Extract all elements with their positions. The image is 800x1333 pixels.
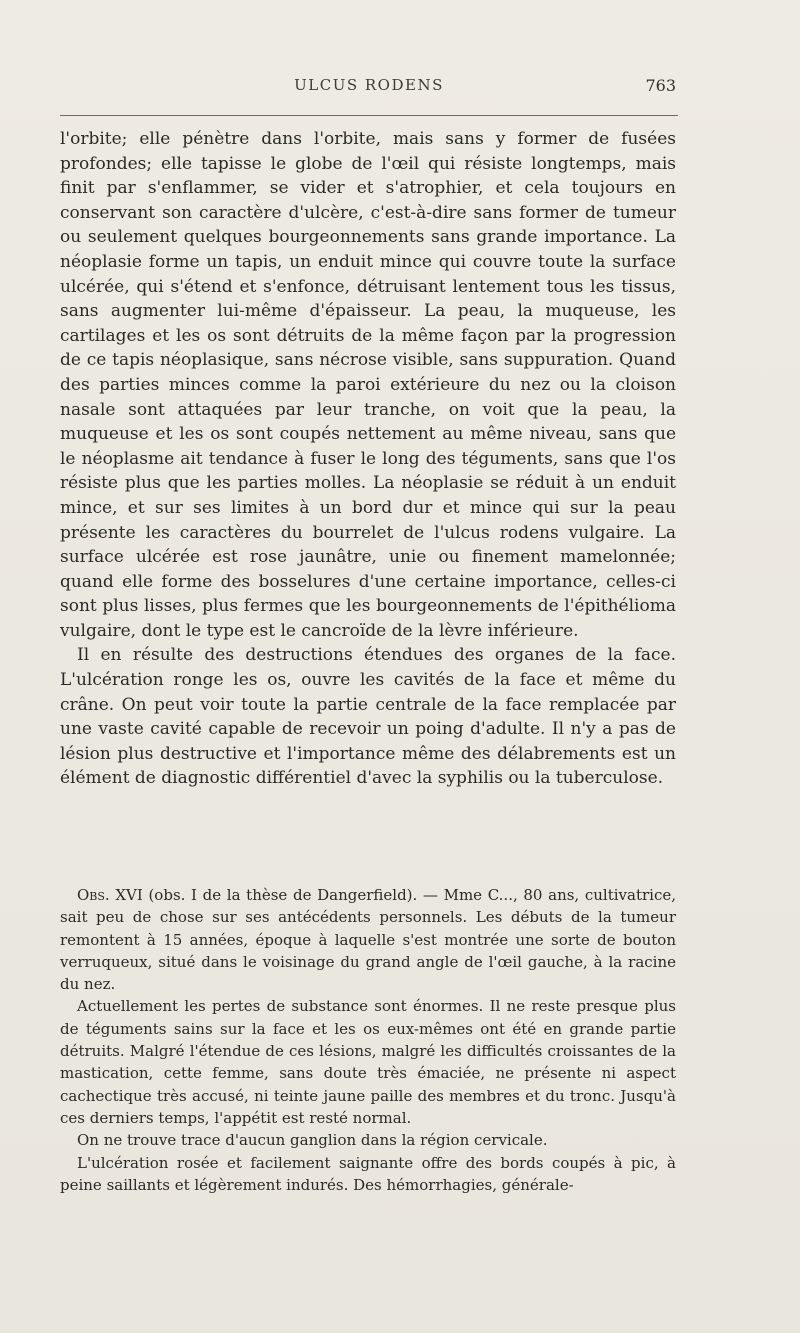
observation-paragraph-ganglion: On ne trouve trace d'aucun ganglion dans la région cervicale. <box>77 1131 548 1150</box>
observation-section <box>60 884 676 1196</box>
observation-paragraph-lesions: Actuellement les pertes de substance sont énormes. Il ne reste presque plus de téguments sains sur la face et les os eux-mêmes ont été en grande partie détruits. Malgré l'étendue de ces lésions, malgré les difficultés croissantes de la mastication, cette femme, sans doute très émaciée, ne présente ni aspect cachectique très accusé, ni teinte jaune paille des membres et du tronc. Jusqu'à ces derniers temps, l'appétit est resté normal. <box>60 997 676 1127</box>
paragraph-destructions: Il en résulte des destructions étendues des organes de la face. L'ulcération ronge les os, ouvre les cavités de la face et même du crâne. On peut voir toute la partie centrale de la face remplacée par une vaste cavité capable de recevoir un poing d'adulte. Il n'y a pas de lésion plus destructive et l'importance même des délabrements est un élément de diagnostic différentiel d'avec la syphilis ou la tuberculose. <box>60 645 676 789</box>
running-title: ULCUS RODENS <box>294 76 444 94</box>
page-number: 763 <box>645 76 676 95</box>
observation-first-paragraph <box>60 884 676 995</box>
header-rule <box>60 115 678 116</box>
observation-intro-text: (obs. I de la thèse de Dangerfield). — Mme C..., 80 ans, cultivatrice, sait peu de chose sur ses antécédents personnels. Les débuts de la tumeur remontent à 15 années, époque à laquelle s'est montrée une sorte de bouton verruqueux, situé dans le voisinage du grand angle de l'œil gauche, à la racine du nez. <box>60 886 676 994</box>
main-text <box>60 127 676 791</box>
observation-heading: Obs. XVI <box>77 886 143 904</box>
paragraph-continuation: l'orbite; elle pénètre dans l'orbite, mais sans y former de fusées profondes; elle tapisse le globe de l'œil qui résiste longtemps, mais finit par s'enflammer, se vider et s'atrophier, et cela toujours en conservant son caractère d'ulcère, c'est-à-dire sans former de tumeur ou seulement quelques bourgeonnements sans grande importance. La néoplasie forme un tapis, un enduit mince qui couvre toute la surface ulcérée, qui s'étend et s'enfonce, détruisant lentement tous les tissus, sans augmenter lui-même d'épaisseur. La peau, la muqueuse, les cartilages et les os sont détruits de la même façon par la progression de ce tapis néoplasique, sans nécrose visible, sans suppuration. Quand des parties minces comme la paroi extérieure du nez ou la cloison nasale sont attaquées par leur tranche, on voit que la peau, la muqueuse et les os sont coupés nettement au même niveau, sans que le néoplasme ait tendance à fuser le long des téguments, sans que l'os résiste plus que les parties molles. La néoplasie se réduit à un enduit mince, et sur ses limites à un bord dur et mince qui sur la peau présente les caractères du bourrelet de l'ulcus rodens vulgaire. La surface ulcérée est rose jaunâtre, unie ou finement mamelonnée; quand elle forme des bosselures d'une certaine importance, celles-ci sont plus lisses, plus fermes que les bourgeonnements de l'épithélioma vulgaire, dont le type est le cancroïde de la lèvre inférieure. <box>60 129 676 641</box>
observation-paragraph-ulceration: L'ulcération rosée et facilement saignante offre des bords coupés à pic, à peine saillants et légèrement indurés. Des hémorrhagies, générale- <box>60 1153 676 1194</box>
page-header <box>60 76 678 102</box>
